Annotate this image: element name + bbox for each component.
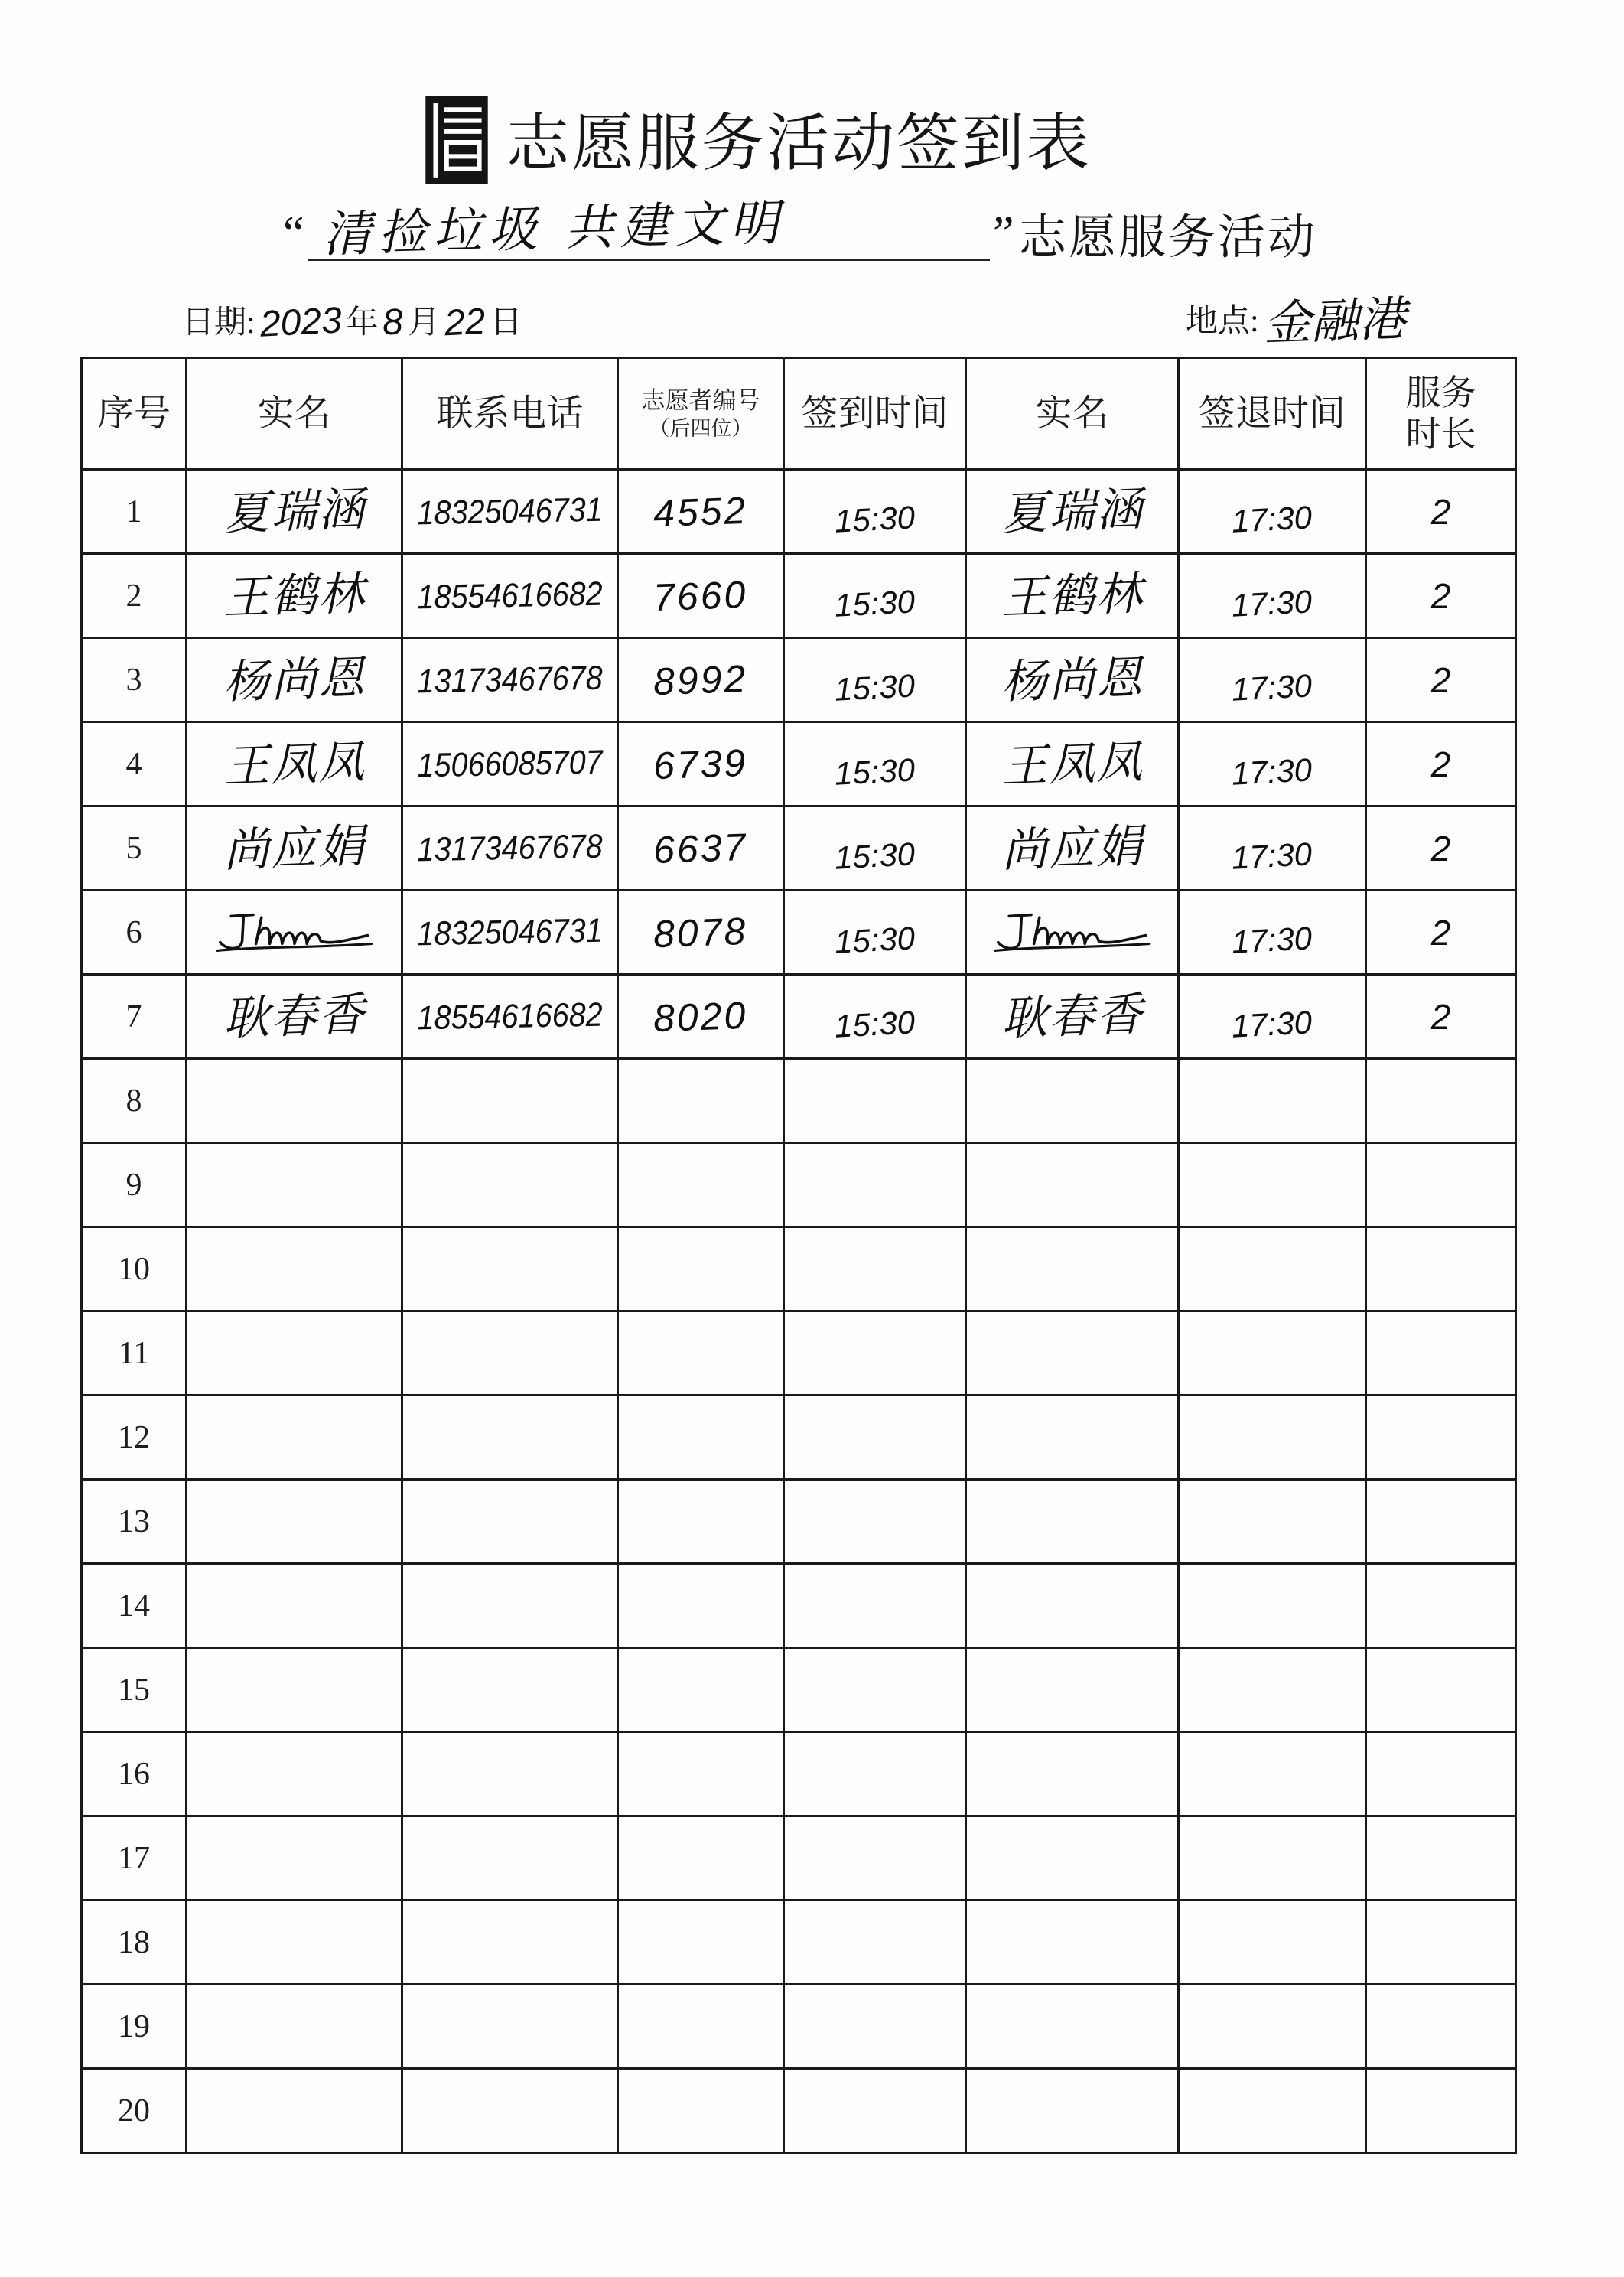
sign-out-name: 夏瑞涵 bbox=[1000, 482, 1144, 541]
cell-sign-out-name bbox=[966, 975, 1179, 1059]
header-sign-out-time: 签退时间 bbox=[1179, 358, 1366, 470]
volunteer-name: 尚应娟 bbox=[222, 819, 366, 878]
cell-volunteer-name bbox=[187, 1480, 402, 1564]
cell-service-hours bbox=[1366, 1059, 1516, 1143]
service-hours: 2 bbox=[1430, 744, 1451, 784]
sign-out-name: 耿春香 bbox=[1000, 987, 1144, 1046]
cell-volunteer-name bbox=[187, 1985, 402, 2069]
date-year: 2023 bbox=[259, 300, 343, 345]
sign-out-time: 17:30 bbox=[1231, 751, 1313, 792]
cell-row-number bbox=[82, 1396, 187, 1480]
cell-service-hours bbox=[1366, 1143, 1516, 1227]
row-number: 9 bbox=[125, 1167, 142, 1203]
cell-volunteer-name bbox=[187, 554, 402, 638]
cell-sign-out-time bbox=[1179, 1564, 1366, 1648]
cell-sign-out-name bbox=[966, 1311, 1179, 1396]
cell-row-number bbox=[82, 975, 187, 1059]
sign-in-time: 15:30 bbox=[833, 919, 916, 960]
cell-phone-number bbox=[402, 975, 618, 1059]
table-row bbox=[82, 722, 1516, 806]
cell-sign-out-time bbox=[1179, 2069, 1366, 2153]
cell-sign-in-time bbox=[784, 1227, 966, 1311]
cell-volunteer-name bbox=[187, 1311, 402, 1396]
cell-row-number bbox=[82, 1648, 187, 1732]
cell-volunteer-id bbox=[618, 1985, 784, 2069]
location-value: 金融港 bbox=[1262, 290, 1407, 352]
cell-phone-number bbox=[402, 1648, 618, 1732]
cell-volunteer-id bbox=[618, 1396, 784, 1480]
cell-service-hours bbox=[1366, 1901, 1516, 1985]
cell-sign-out-name bbox=[966, 1816, 1179, 1901]
row-number: 17 bbox=[118, 1840, 150, 1876]
emblem-logo bbox=[425, 96, 488, 184]
cell-sign-out-time bbox=[1179, 722, 1366, 806]
volunteer-id: 8078 bbox=[653, 909, 749, 956]
cell-volunteer-name bbox=[187, 470, 402, 554]
cell-sign-out-name bbox=[966, 1732, 1179, 1816]
cell-sign-out-time bbox=[1179, 470, 1366, 554]
volunteer-id: 8020 bbox=[653, 993, 749, 1040]
cell-service-hours bbox=[1366, 722, 1516, 806]
cell-phone-number bbox=[402, 1480, 618, 1564]
cell-service-hours bbox=[1366, 1816, 1516, 1901]
service-hours: 2 bbox=[1430, 575, 1451, 616]
sign-out-name: 杨尚恩 bbox=[1000, 650, 1144, 709]
cell-sign-out-time bbox=[1179, 1311, 1366, 1396]
cell-volunteer-id bbox=[618, 554, 784, 638]
cell-sign-out-name bbox=[966, 806, 1179, 891]
cell-volunteer-name bbox=[187, 1564, 402, 1648]
header-service-hours-line2: 时长 bbox=[1405, 414, 1476, 454]
cell-row-number bbox=[82, 1143, 187, 1227]
cell-row-number bbox=[82, 1901, 187, 1985]
row-number: 4 bbox=[125, 746, 142, 782]
sign-out-time: 17:30 bbox=[1231, 919, 1313, 960]
cell-sign-out-name bbox=[966, 722, 1179, 806]
cell-sign-in-time bbox=[784, 470, 966, 554]
cell-sign-out-time bbox=[1179, 1901, 1366, 1985]
date-day: 22 bbox=[443, 301, 487, 344]
row-number: 20 bbox=[118, 2093, 150, 2129]
cell-row-number bbox=[82, 1059, 187, 1143]
cell-phone-number bbox=[402, 554, 618, 638]
cell-sign-in-time bbox=[784, 554, 966, 638]
cell-sign-out-name bbox=[966, 1059, 1179, 1143]
cell-sign-out-name bbox=[966, 891, 1179, 975]
cell-volunteer-id bbox=[618, 1059, 784, 1143]
cell-row-number bbox=[82, 554, 187, 638]
cell-phone-number bbox=[402, 1059, 618, 1143]
row-number: 12 bbox=[118, 1419, 150, 1455]
cell-phone-number bbox=[402, 470, 618, 554]
cell-sign-in-time bbox=[784, 1143, 966, 1227]
table-row bbox=[82, 1311, 1516, 1396]
sign-in-time: 15:30 bbox=[833, 751, 916, 792]
cell-sign-in-time bbox=[784, 1564, 966, 1648]
sign-out-name: 王凤凤 bbox=[1000, 735, 1144, 793]
handwritten-signature bbox=[988, 905, 1157, 960]
cell-volunteer-id bbox=[618, 1480, 784, 1564]
cell-row-number bbox=[82, 1985, 187, 2069]
service-hours: 2 bbox=[1430, 828, 1451, 868]
header-phone: 联系电话 bbox=[402, 358, 618, 470]
cell-phone-number bbox=[402, 2069, 618, 2153]
table-row bbox=[82, 1480, 1516, 1564]
phone-number: 15066085707 bbox=[416, 743, 603, 784]
cell-phone-number bbox=[402, 1732, 618, 1816]
volunteer-name: 杨尚恩 bbox=[222, 650, 366, 709]
cell-service-hours bbox=[1366, 554, 1516, 638]
header-volunteer-id-label: 志愿者编号 bbox=[641, 386, 760, 414]
cell-sign-in-time bbox=[784, 806, 966, 891]
cell-row-number bbox=[82, 806, 187, 891]
cell-sign-out-time bbox=[1179, 1396, 1366, 1480]
header-name: 实名 bbox=[187, 358, 402, 470]
table-row bbox=[82, 1648, 1516, 1732]
cell-phone-number bbox=[402, 891, 618, 975]
date-line bbox=[182, 294, 522, 352]
row-number: 19 bbox=[118, 2008, 150, 2044]
header-volunteer-id bbox=[618, 358, 784, 470]
cell-sign-in-time bbox=[784, 2069, 966, 2153]
cell-sign-out-time bbox=[1179, 1059, 1366, 1143]
row-number: 15 bbox=[118, 1672, 150, 1708]
service-hours: 2 bbox=[1430, 491, 1451, 532]
row-number: 10 bbox=[118, 1251, 150, 1287]
row-number: 18 bbox=[118, 1924, 150, 1960]
cell-volunteer-name bbox=[187, 975, 402, 1059]
table-row bbox=[82, 1059, 1516, 1143]
cell-volunteer-name bbox=[187, 891, 402, 975]
cell-volunteer-name bbox=[187, 1732, 402, 1816]
cell-volunteer-name bbox=[187, 1816, 402, 1901]
volunteer-name: 王凤凤 bbox=[222, 735, 366, 793]
table-row bbox=[82, 806, 1516, 891]
sign-out-name: 王鹤林 bbox=[1000, 566, 1144, 625]
table-row bbox=[82, 1143, 1516, 1227]
volunteer-id: 6739 bbox=[653, 741, 749, 787]
cell-volunteer-id bbox=[618, 722, 784, 806]
cell-row-number bbox=[82, 1564, 187, 1648]
cell-volunteer-id bbox=[618, 1648, 784, 1732]
table-header-row bbox=[82, 358, 1516, 470]
date-month: 8 bbox=[382, 301, 405, 344]
service-hours: 2 bbox=[1430, 996, 1451, 1037]
date-day-unit: 日 bbox=[490, 305, 522, 340]
cell-sign-out-time bbox=[1179, 1480, 1366, 1564]
volunteer-id: 8992 bbox=[653, 656, 749, 703]
sign-in-table bbox=[80, 357, 1517, 2154]
phone-number: 18325046731 bbox=[416, 490, 603, 532]
cell-sign-out-time bbox=[1179, 1227, 1366, 1311]
cell-sign-in-time bbox=[784, 1480, 966, 1564]
row-number: 14 bbox=[118, 1588, 150, 1624]
cell-sign-in-time bbox=[784, 1732, 966, 1816]
cell-row-number bbox=[82, 2069, 187, 2153]
cell-sign-in-time bbox=[784, 1901, 966, 1985]
cell-sign-out-name bbox=[966, 1901, 1179, 1985]
service-hours: 2 bbox=[1430, 912, 1451, 953]
cell-service-hours bbox=[1366, 806, 1516, 891]
cell-row-number bbox=[82, 1227, 187, 1311]
sign-in-time: 15:30 bbox=[833, 582, 916, 624]
cell-sign-in-time bbox=[784, 891, 966, 975]
sign-out-time: 17:30 bbox=[1231, 666, 1313, 708]
row-number: 16 bbox=[118, 1756, 150, 1792]
cell-volunteer-id bbox=[618, 1143, 784, 1227]
cell-volunteer-name bbox=[187, 1059, 402, 1143]
cell-row-number bbox=[82, 722, 187, 806]
cell-volunteer-name bbox=[187, 806, 402, 891]
cell-row-number bbox=[82, 470, 187, 554]
cell-service-hours bbox=[1366, 975, 1516, 1059]
cell-service-hours bbox=[1366, 2069, 1516, 2153]
row-number: 7 bbox=[125, 998, 142, 1034]
cell-phone-number bbox=[402, 1901, 618, 1985]
activity-open-quote: “ bbox=[283, 207, 304, 259]
header-sign-in-time: 签到时间 bbox=[784, 358, 966, 470]
table-row bbox=[82, 2069, 1516, 2153]
table-row bbox=[82, 1396, 1516, 1480]
cell-sign-out-name bbox=[966, 554, 1179, 638]
sign-in-time: 15:30 bbox=[833, 498, 916, 539]
cell-volunteer-name bbox=[187, 1143, 402, 1227]
cell-sign-in-time bbox=[784, 638, 966, 722]
phone-number: 13173467678 bbox=[416, 659, 603, 700]
cell-sign-out-name bbox=[966, 2069, 1179, 2153]
cell-phone-number bbox=[402, 1396, 618, 1480]
activity-close-quote: ” bbox=[993, 207, 1014, 259]
cell-row-number bbox=[82, 638, 187, 722]
activity-suffix: 志愿服务活动 bbox=[1019, 212, 1318, 264]
table-row bbox=[82, 1985, 1516, 2069]
table-row bbox=[82, 470, 1516, 554]
row-number: 8 bbox=[125, 1083, 142, 1119]
page-title: 志愿服务活动签到表 bbox=[506, 109, 1092, 178]
cell-phone-number bbox=[402, 638, 618, 722]
table-row bbox=[82, 638, 1516, 722]
cell-service-hours bbox=[1366, 891, 1516, 975]
phone-number: 13173467678 bbox=[416, 827, 603, 868]
cell-phone-number bbox=[402, 1227, 618, 1311]
row-number: 1 bbox=[125, 494, 142, 529]
cell-sign-out-time bbox=[1179, 1648, 1366, 1732]
cell-phone-number bbox=[402, 1564, 618, 1648]
date-year-unit: 年 bbox=[346, 305, 379, 340]
cell-sign-in-time bbox=[784, 1648, 966, 1732]
cell-sign-in-time bbox=[784, 1816, 966, 1901]
sign-out-time: 17:30 bbox=[1231, 835, 1313, 876]
activity-name-field bbox=[308, 194, 990, 264]
table-row bbox=[82, 975, 1516, 1059]
sign-in-time: 15:30 bbox=[833, 1003, 916, 1044]
cell-service-hours bbox=[1366, 638, 1516, 722]
cell-sign-out-name bbox=[966, 1227, 1179, 1311]
cell-row-number bbox=[82, 1480, 187, 1564]
cell-service-hours bbox=[1366, 1311, 1516, 1396]
cell-row-number bbox=[82, 1816, 187, 1901]
cell-service-hours bbox=[1366, 1732, 1516, 1816]
table-row bbox=[82, 891, 1516, 975]
cell-row-number bbox=[82, 1311, 187, 1396]
phone-number: 18554616682 bbox=[416, 995, 603, 1037]
table-row bbox=[82, 1227, 1516, 1311]
table-row bbox=[82, 1564, 1516, 1648]
cell-sign-out-name bbox=[966, 1396, 1179, 1480]
cell-volunteer-name bbox=[187, 1648, 402, 1732]
cell-volunteer-name bbox=[187, 1396, 402, 1480]
handwritten-signature bbox=[210, 905, 379, 960]
row-number: 6 bbox=[125, 914, 142, 950]
cell-service-hours bbox=[1366, 1648, 1516, 1732]
cell-sign-out-time bbox=[1179, 554, 1366, 638]
cell-sign-out-name bbox=[966, 1985, 1179, 2069]
cell-sign-in-time bbox=[784, 1311, 966, 1396]
header-volunteer-id-note: （后四位） bbox=[649, 416, 753, 440]
sign-out-name: 尚应娟 bbox=[1000, 819, 1144, 878]
cell-volunteer-id bbox=[618, 1816, 784, 1901]
cell-volunteer-name bbox=[187, 722, 402, 806]
cell-service-hours bbox=[1366, 1396, 1516, 1480]
cell-sign-out-time bbox=[1179, 638, 1366, 722]
row-number: 13 bbox=[118, 1503, 150, 1539]
cell-sign-out-name bbox=[966, 1480, 1179, 1564]
cell-volunteer-id bbox=[618, 806, 784, 891]
table-row bbox=[82, 1732, 1516, 1816]
header-service-hours-line1: 服务 bbox=[1405, 373, 1476, 412]
phone-number: 18554616682 bbox=[416, 575, 603, 616]
cell-row-number bbox=[82, 891, 187, 975]
phone-number: 18325046731 bbox=[416, 911, 603, 953]
cell-sign-out-name bbox=[966, 1143, 1179, 1227]
cell-sign-out-time bbox=[1179, 806, 1366, 891]
cell-sign-in-time bbox=[784, 975, 966, 1059]
cell-phone-number bbox=[402, 1143, 618, 1227]
cell-volunteer-id bbox=[618, 2069, 784, 2153]
cell-volunteer-id bbox=[618, 975, 784, 1059]
sign-out-time: 17:30 bbox=[1231, 582, 1313, 624]
cell-service-hours bbox=[1366, 1227, 1516, 1311]
sign-out-time: 17:30 bbox=[1231, 1003, 1313, 1044]
cell-volunteer-id bbox=[618, 1901, 784, 1985]
cell-volunteer-id bbox=[618, 1564, 784, 1648]
cell-phone-number bbox=[402, 806, 618, 891]
row-number: 5 bbox=[125, 830, 142, 866]
date-month-unit: 月 bbox=[408, 305, 441, 340]
cell-sign-out-name bbox=[966, 1648, 1179, 1732]
cell-sign-out-time bbox=[1179, 1985, 1366, 2069]
cell-phone-number bbox=[402, 1985, 618, 2069]
cell-row-number bbox=[82, 1732, 187, 1816]
activity-name: 清捡垃圾 共建文明 bbox=[322, 194, 786, 264]
cell-volunteer-name bbox=[187, 1901, 402, 1985]
volunteer-name: 王鹤林 bbox=[222, 566, 366, 625]
table-row bbox=[82, 1901, 1516, 1985]
table-row bbox=[82, 1816, 1516, 1901]
cell-sign-in-time bbox=[784, 1396, 966, 1480]
cell-phone-number bbox=[402, 722, 618, 806]
header-service-hours bbox=[1366, 358, 1516, 470]
cell-service-hours bbox=[1366, 1564, 1516, 1648]
header-seq: 序号 bbox=[82, 358, 187, 470]
sign-in-time: 15:30 bbox=[833, 835, 916, 876]
service-hours: 2 bbox=[1430, 660, 1451, 700]
cell-volunteer-id bbox=[618, 1227, 784, 1311]
cell-service-hours bbox=[1366, 1985, 1516, 2069]
cell-sign-out-time bbox=[1179, 975, 1366, 1059]
sign-out-time: 17:30 bbox=[1231, 498, 1313, 539]
cell-phone-number bbox=[402, 1816, 618, 1901]
sign-in-time: 15:30 bbox=[833, 666, 916, 708]
cell-sign-out-name bbox=[966, 470, 1179, 554]
location-label: 地点: bbox=[1186, 304, 1259, 339]
volunteer-name: 夏瑞涵 bbox=[222, 482, 366, 541]
cell-sign-out-time bbox=[1179, 891, 1366, 975]
cell-volunteer-id bbox=[618, 470, 784, 554]
cell-sign-out-name bbox=[966, 1564, 1179, 1648]
cell-volunteer-id bbox=[618, 1732, 784, 1816]
volunteer-id: 6637 bbox=[653, 825, 749, 871]
volunteer-id: 7660 bbox=[653, 572, 749, 619]
date-label: 日期: bbox=[182, 305, 255, 340]
table-row bbox=[82, 554, 1516, 638]
cell-volunteer-name bbox=[187, 638, 402, 722]
row-number: 11 bbox=[118, 1335, 150, 1371]
cell-service-hours bbox=[1366, 470, 1516, 554]
cell-volunteer-id bbox=[618, 638, 784, 722]
table-body bbox=[82, 470, 1516, 2153]
cell-volunteer-name bbox=[187, 2069, 402, 2153]
cell-volunteer-name bbox=[187, 1227, 402, 1311]
volunteer-id: 4552 bbox=[653, 488, 749, 535]
row-number: 3 bbox=[125, 662, 142, 698]
cell-volunteer-id bbox=[618, 891, 784, 975]
cell-sign-out-name bbox=[966, 638, 1179, 722]
cell-sign-out-time bbox=[1179, 1732, 1366, 1816]
cell-sign-in-time bbox=[784, 1985, 966, 2069]
cell-sign-out-time bbox=[1179, 1143, 1366, 1227]
cell-sign-in-time bbox=[784, 722, 966, 806]
cell-service-hours bbox=[1366, 1480, 1516, 1564]
cell-sign-out-time bbox=[1179, 1816, 1366, 1901]
cell-volunteer-id bbox=[618, 1311, 784, 1396]
cell-sign-in-time bbox=[784, 1059, 966, 1143]
cell-phone-number bbox=[402, 1311, 618, 1396]
header-sign-out-name: 实名 bbox=[966, 358, 1179, 470]
volunteer-name: 耿春香 bbox=[222, 987, 366, 1046]
row-number: 2 bbox=[125, 578, 142, 614]
location-line bbox=[1186, 291, 1406, 352]
